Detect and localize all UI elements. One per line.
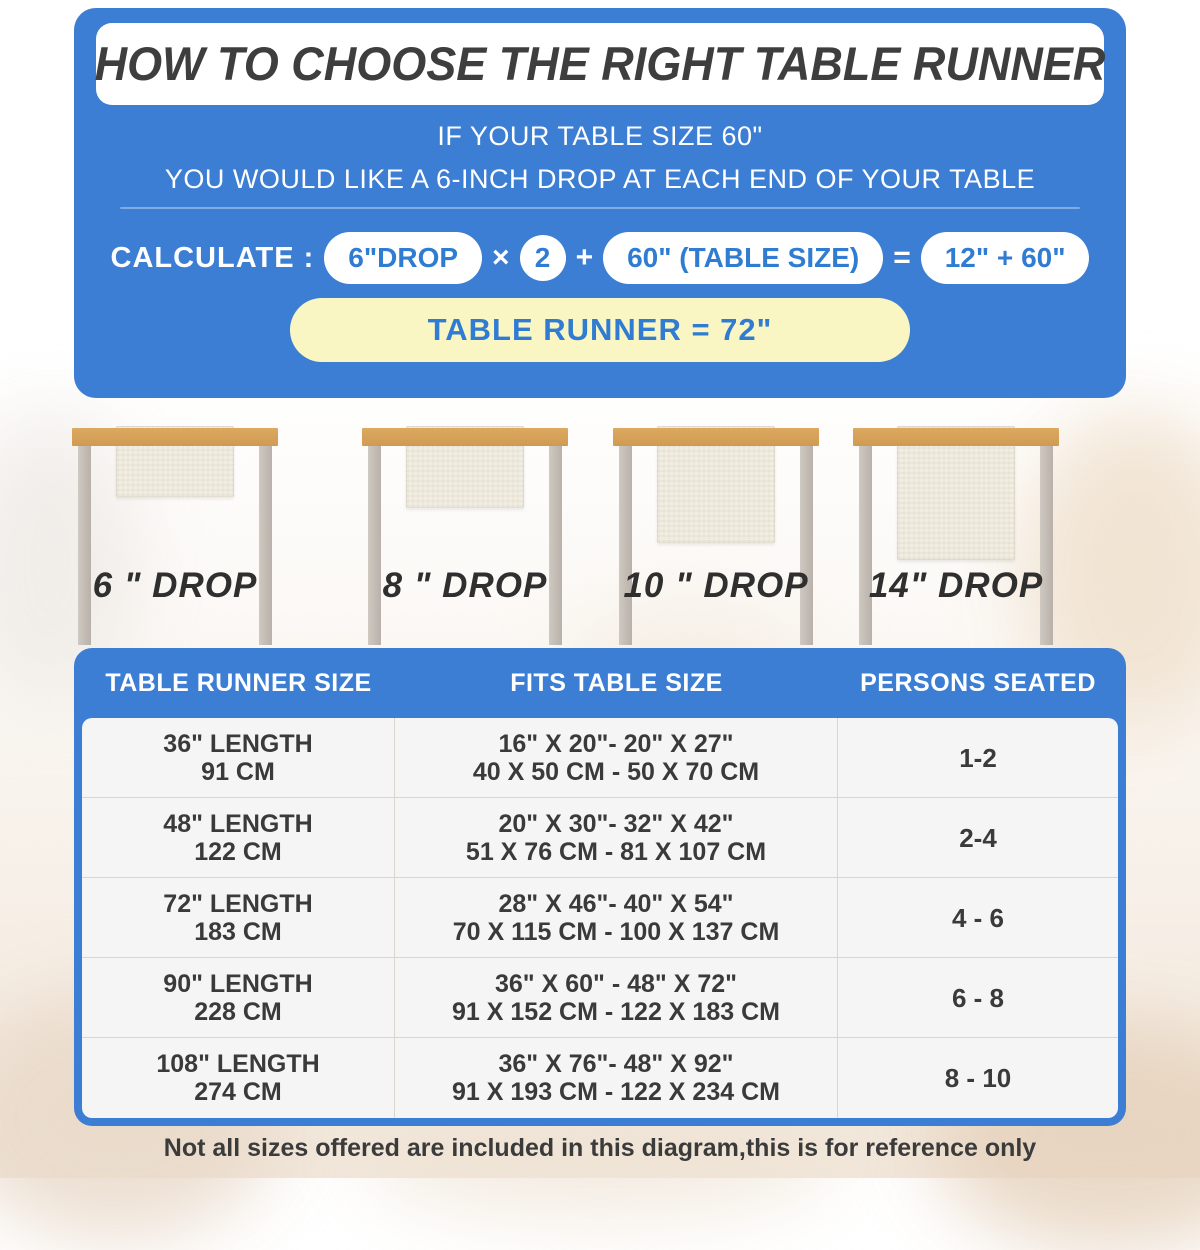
fits-size-cm: 40 X 50 CM - 50 X 70 CM	[472, 757, 760, 786]
drop-examples	[72, 398, 1128, 648]
tabletop-illustration	[853, 428, 1059, 446]
persons-seated-cell: 6 - 8	[951, 982, 1005, 1013]
runner-size-inches: 36" LENGTH	[163, 729, 313, 758]
runner-size-cell	[82, 878, 395, 957]
multiply-operator: ×	[492, 241, 510, 274]
runner-size-cm: 91 CM	[201, 757, 275, 786]
title-banner	[96, 23, 1104, 105]
subtitle-line2: YOU WOULD LIKE A 6-INCH DROP AT EACH END OF YOUR TABLE	[164, 164, 1036, 194]
divider-line	[120, 207, 1080, 209]
subtitle-line1: IF YOUR TABLE SIZE 60"	[437, 121, 763, 151]
runner-size-inches: 108" LENGTH	[156, 1050, 320, 1078]
runner-size-cm: 183 CM	[194, 917, 282, 946]
table-leg	[800, 446, 813, 645]
runner-size-inches: 48" LENGTH	[163, 809, 313, 838]
runner-size-cm: 122 CM	[194, 837, 282, 866]
fits-size-cm: 51 X 76 CM - 81 X 107 CM	[465, 837, 767, 866]
equals-operator: =	[893, 241, 911, 274]
calculation-row	[84, 230, 1116, 286]
fits-table-cell	[395, 958, 838, 1037]
drop-label: 8 " DROP	[382, 566, 548, 605]
tabletop-illustration	[613, 428, 819, 446]
runner-size-cm: 274 CM	[194, 1078, 282, 1106]
table-figure-8-drop	[362, 398, 568, 648]
calculate-label: CALCULATE :	[110, 241, 315, 274]
runner-size-cell	[82, 1038, 395, 1118]
size-chart-body	[82, 718, 1118, 1118]
table-figure-6-drop	[72, 398, 278, 648]
sum-pill: 12" + 60"	[921, 232, 1090, 284]
table-row	[82, 1038, 1118, 1118]
fits-size-inches: 20" X 30"- 32" X 42"	[498, 809, 734, 838]
fits-size-inches: 16" X 20"- 20" X 27"	[498, 729, 734, 758]
table-leg	[259, 446, 272, 645]
runner-size-inches: 72" LENGTH	[163, 889, 313, 918]
tabletop-illustration	[362, 428, 568, 446]
plus-operator: +	[575, 241, 594, 274]
table-leg	[1040, 446, 1053, 645]
column-header-persons-seated: PERSONS SEATED	[860, 668, 1096, 697]
persons-seated-cell: 1-2	[959, 742, 997, 773]
table-leg	[859, 446, 872, 645]
header-panel	[74, 8, 1126, 398]
fits-table-cell	[395, 1038, 838, 1118]
fits-size-inches: 36" X 60" - 48" X 72"	[495, 969, 737, 998]
column-header-runner-size: TABLE RUNNER SIZE	[105, 668, 372, 697]
fits-table-cell	[395, 798, 838, 877]
runner-size-inches: 90" LENGTH	[163, 969, 313, 998]
table-figure-14-drop	[853, 398, 1059, 648]
footer-note: Not all sizes offered are included in this diagram,this is for reference only	[163, 1134, 1037, 1162]
result-pill	[290, 298, 910, 362]
fits-size-cm: 91 X 193 CM - 122 X 234 CM	[452, 1078, 780, 1106]
page-title: HOW TO CHOOSE THE RIGHT TABLE RUNNER	[94, 36, 1106, 91]
table-leg	[619, 446, 632, 645]
fits-table-cell	[395, 878, 838, 957]
tabletop-illustration	[72, 428, 278, 446]
table-row	[82, 958, 1118, 1038]
size-chart-header	[82, 648, 1118, 718]
persons-seated-cell: 2-4	[959, 822, 997, 853]
table-leg	[368, 446, 381, 645]
runner-size-cell	[82, 718, 395, 797]
table-row	[82, 878, 1118, 958]
table-row	[82, 798, 1118, 878]
fits-size-cm: 91 X 152 CM - 122 X 183 CM	[452, 997, 780, 1026]
column-header-fits-table-size: FITS TABLE SIZE	[510, 668, 723, 697]
drop-label: 10 " DROP	[623, 566, 809, 605]
drop-label: 14" DROP	[868, 566, 1044, 605]
persons-seated-cell: 8 - 10	[944, 1063, 1012, 1093]
table-runner-illustration	[897, 426, 1015, 560]
table-size-pill: 60" (TABLE SIZE)	[603, 232, 883, 284]
runner-size-cm: 228 CM	[194, 997, 282, 1026]
drop-value-pill: 6"DROP	[324, 232, 482, 284]
fits-table-cell	[395, 718, 838, 797]
fits-size-inches: 28" X 46"- 40" X 54"	[498, 889, 734, 918]
table-leg	[78, 446, 91, 645]
size-chart	[74, 648, 1126, 1126]
table-row	[82, 718, 1118, 798]
fits-size-inches: 36" X 76"- 48" X 92"	[498, 1050, 734, 1078]
factor-two-pill: 2	[520, 235, 566, 281]
runner-size-cell	[82, 958, 395, 1037]
drop-label: 6 " DROP	[92, 566, 258, 605]
runner-size-cell	[82, 798, 395, 877]
table-leg	[549, 446, 562, 645]
fits-size-cm: 70 X 115 CM - 100 X 137 CM	[452, 917, 780, 946]
persons-seated-cell: 4 - 6	[951, 902, 1005, 933]
table-figure-10-drop	[613, 398, 819, 648]
result-text: TABLE RUNNER = 72"	[427, 312, 773, 347]
